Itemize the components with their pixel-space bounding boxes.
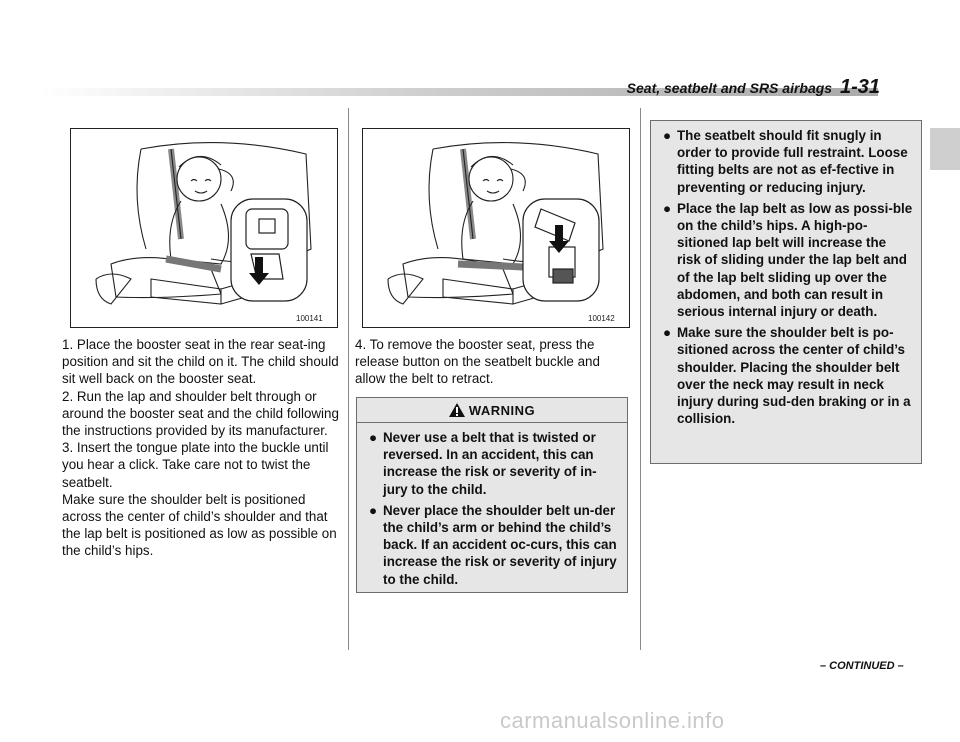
shoulder-belt-note: Make sure the shoulder belt is positioned across the center of child’s shoulder and that the lap belt is positioned as low as possible on the child’s hips.: [62, 491, 337, 559]
warning-item-text: Never place the shoulder belt un-der the child’s arm or behind the child’s back. If an accident oc-curs, this can increase the risk or severity of injury to the child.: [383, 502, 617, 587]
warning-box: [356, 397, 628, 593]
chapter-tab: [930, 128, 960, 170]
column-divider-1: [348, 108, 349, 650]
bullet: ●: [663, 325, 672, 341]
step-1: 1. Place the booster seat in the rear seat-ing position and sit the child on it. The child should sit well back on the booster seat.: [62, 337, 339, 387]
bullet: ●: [663, 200, 672, 216]
figure-code: 100142: [588, 314, 615, 323]
warning-item: [357, 502, 619, 588]
step-3: 3. Insert the tongue plate into the buckle until you hear a click. Take care not to twist the seatbelt.: [62, 440, 329, 490]
figure-booster-seat-remove: [362, 128, 630, 328]
section-title: Seat, seatbelt and SRS airbags: [626, 80, 833, 96]
warning-header: [357, 398, 627, 423]
column-1-text: [62, 336, 340, 560]
caution-item: [651, 324, 913, 427]
caution-item-text: Place the lap belt as low as possi-ble on the child’s hips. A high-po-sitioned lap belt will increase the risk of sliding under the lap belt and of the lap belt sliding up over the abdomen, and both can result in serious internal injury or death.: [677, 200, 913, 320]
bullet: ●: [369, 502, 378, 518]
continued-label: – CONTINUED –: [820, 660, 904, 672]
caution-item-text: The seatbelt should fit snugly in order to provide full restraint. Loose fitting belts are not as ef-fective in preventing or reducing injury.: [677, 128, 908, 195]
warning-item-text: Never use a belt that is twisted or reversed. In an accident, this can increase the risk or severity of in-jury to the child.: [383, 430, 597, 497]
bullet: ●: [369, 430, 378, 445]
bullet: ●: [663, 128, 672, 143]
booster-seat-release-illustration: [363, 129, 629, 327]
booster-seat-illustration: [71, 129, 337, 327]
caution-box: [650, 120, 922, 464]
caution-list: [651, 121, 921, 427]
column-divider-2: [640, 108, 641, 650]
figure-booster-seat-install: [70, 128, 338, 328]
watermark: carmanualsonline.info: [500, 708, 725, 733]
caution-item: [651, 127, 913, 196]
caution-item-text: Make sure the shoulder belt is po-sitioned across the center of child’s shoulder. Placing the shoulder belt over the neck may result in neck injury during sud-den braking or in a collision.: [677, 325, 911, 427]
warning-triangle-icon: [449, 403, 465, 417]
step-2: 2. Run the lap and shoulder belt through or around the booster seat and the child following the instructions provided by its manufacturer.: [62, 388, 339, 439]
page-number: 1-31: [839, 76, 880, 98]
figure-code: 100141: [296, 314, 323, 323]
warning-title: WARNING: [468, 402, 536, 418]
caution-item: [651, 200, 913, 320]
warning-list: [357, 423, 627, 588]
warning-item: [357, 429, 619, 498]
step-4: 4. To remove the booster seat, press the release button on the seatbelt buckle and allow the belt to retract.: [355, 337, 600, 387]
running-header: [560, 76, 880, 99]
